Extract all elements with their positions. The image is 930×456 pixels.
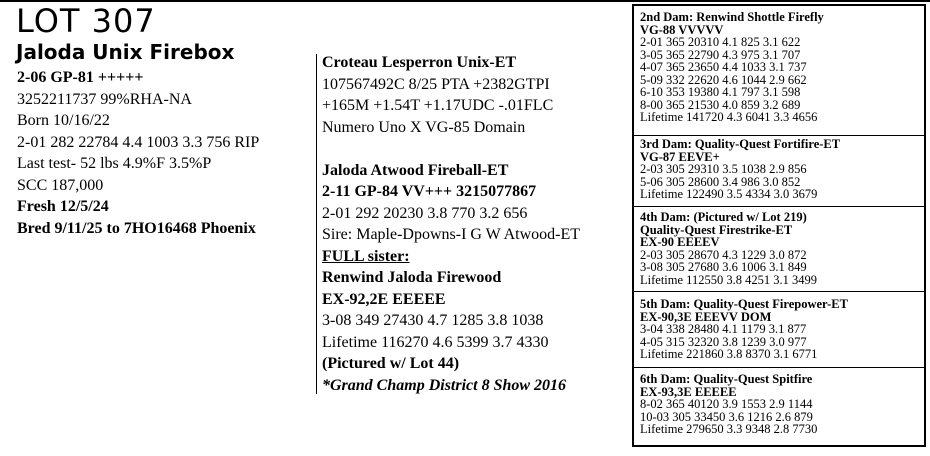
dam-score: EX-93,3E EEEEE [640, 384, 737, 399]
sire-name: Croteau Lesperron Unix-ET [322, 54, 517, 71]
dam-record: Lifetime 141720 4.3 6041 3.3 4656 [640, 110, 818, 124]
spacer [322, 138, 580, 160]
dam-divider [634, 206, 924, 207]
sister-score: EX-92,2E EEEEE [322, 290, 446, 308]
fifth-dam [640, 298, 848, 361]
dam-record: 3-05 365 22790 4.3 975 3.1 707 [640, 47, 801, 62]
sister-note: *Grand Champ District 8 Show 2016 [322, 376, 567, 394]
dam-title: 6th Dam: Quality-Quest Spitfire [640, 372, 813, 386]
dam-record: 3-04 338 28480 4.1 1179 3.1 877 [640, 322, 807, 336]
animal-scc: SCC 187,000 [17, 176, 104, 194]
dam-record: 4-05 315 32320 3.8 1239 3.0 977 [640, 334, 807, 349]
dam-record: 5-06 305 28600 3.4 986 3.0 852 [640, 174, 801, 189]
dam-record: 8-02 365 40120 3.9 1553 2.9 1144 [640, 397, 813, 411]
sister-pictured: (Pictured w/ Lot 44) [322, 355, 460, 372]
dam-record: 8-00 365 21530 4.0 859 3.2 689 [640, 97, 801, 112]
dam-record: Lifetime 112550 3.8 4251 3.1 3499 [640, 272, 817, 287]
animal-birthdate: Born 10/16/22 [17, 112, 110, 129]
dam-divider [634, 135, 924, 136]
dam-record: 6-10 353 19380 4.1 797 3.1 598 [640, 85, 801, 99]
fourth-dam [640, 211, 817, 286]
dam-record: 2-03 305 29310 3.5 1038 2.9 856 [640, 162, 807, 176]
dam-score: VG-88 VVVVV [640, 22, 724, 37]
dam-score: EX-90 EEEEV [640, 235, 720, 249]
dam-record: 2-01 365 20310 4.1 825 3.1 622 [640, 35, 801, 49]
dam-classification: 2-11 GP-84 VV+++ 3215077867 [322, 183, 537, 200]
dam-record: 5-09 332 22620 4.6 1044 2.9 662 [640, 72, 807, 87]
dam-record: Lifetime 122490 3.5 4334 3.0 3679 [640, 187, 818, 201]
dam-name: Jaloda Atwood Fireball-ET [322, 161, 509, 179]
dam-record: 10-03 305 33450 3.6 1216 2.6 879 [640, 409, 813, 424]
animal-name: Jaloda Unix Firebox [16, 40, 235, 64]
lot-number: LOT 307 [16, 2, 156, 40]
sister-record: 3-08 349 27430 4.7 1285 3.8 1038 [322, 312, 544, 329]
animal-fresh-date: Fresh 12/5/24 [17, 198, 109, 215]
dam-title: 5th Dam: Quality-Quest Firepower-ET [640, 297, 848, 311]
second-dam [640, 11, 824, 124]
dam-record: 3-08 305 27680 3.6 1006 3.1 849 [640, 260, 807, 274]
dam-record: Lifetime 279650 3.3 9348 2.8 7730 [640, 422, 818, 436]
column-divider [316, 54, 317, 394]
dam-record: 2-01 292 20230 3.8 770 3.2 656 [322, 204, 528, 222]
dam-record: 2-03 305 28670 4.3 1229 3.0 872 [640, 247, 807, 262]
sire-line: 107567492C 8/25 PTA +2382GTPI [322, 75, 550, 93]
pedigree-column [322, 52, 580, 396]
dam-score: EX-90,3E EEEVV DOM [640, 309, 772, 324]
dam-sire: Sire: Maple-Dpowns-I G W Atwood-ET [322, 226, 581, 243]
dam-record: 4-07 365 23650 4.4 1033 3.1 737 [640, 60, 807, 74]
dam-title: 2nd Dam: Renwind Shottle Firefly [640, 10, 824, 24]
animal-last-test: Last test- 52 lbs 4.9%F 3.5%P [17, 155, 212, 172]
sire-line: Numero Uno X VG-85 Domain [322, 118, 526, 136]
sire-line: +165M +1.54T +1.17UDC -.01FLC [322, 97, 554, 114]
dam-title: 4th Dam: (Pictured w/ Lot 219) [640, 210, 807, 224]
sister-lifetime: Lifetime 116270 4.6 5399 3.7 4330 [322, 333, 549, 351]
animal-registration: 3252211737 99%RHA-NA [17, 90, 192, 108]
sister-label: FULL sister: [322, 247, 410, 265]
dam-divider [634, 367, 924, 368]
dam-record: Lifetime 221860 3.8 8370 3.1 6771 [640, 347, 818, 361]
dam-score: VG-87 EEVE+ [640, 149, 720, 164]
animal-bred-info: Bred 9/11/25 to 7HO16468 Phoenix [17, 219, 256, 237]
dam-subtitle: Quality-Quest Firestrike-ET [640, 222, 793, 237]
sixth-dam [640, 373, 817, 436]
dam-title: 3rd Dam: Quality-Quest Fortifire-ET [640, 137, 841, 151]
dam-divider [634, 291, 924, 292]
sister-name: Renwind Jaloda Firewood [322, 269, 502, 286]
animal-record: 2-01 282 22784 4.4 1003 3.3 756 RIP [17, 133, 260, 151]
animal-classification: 2-06 GP-81 +++++ [17, 69, 144, 86]
animal-details [17, 67, 259, 239]
third-dam [640, 138, 840, 201]
